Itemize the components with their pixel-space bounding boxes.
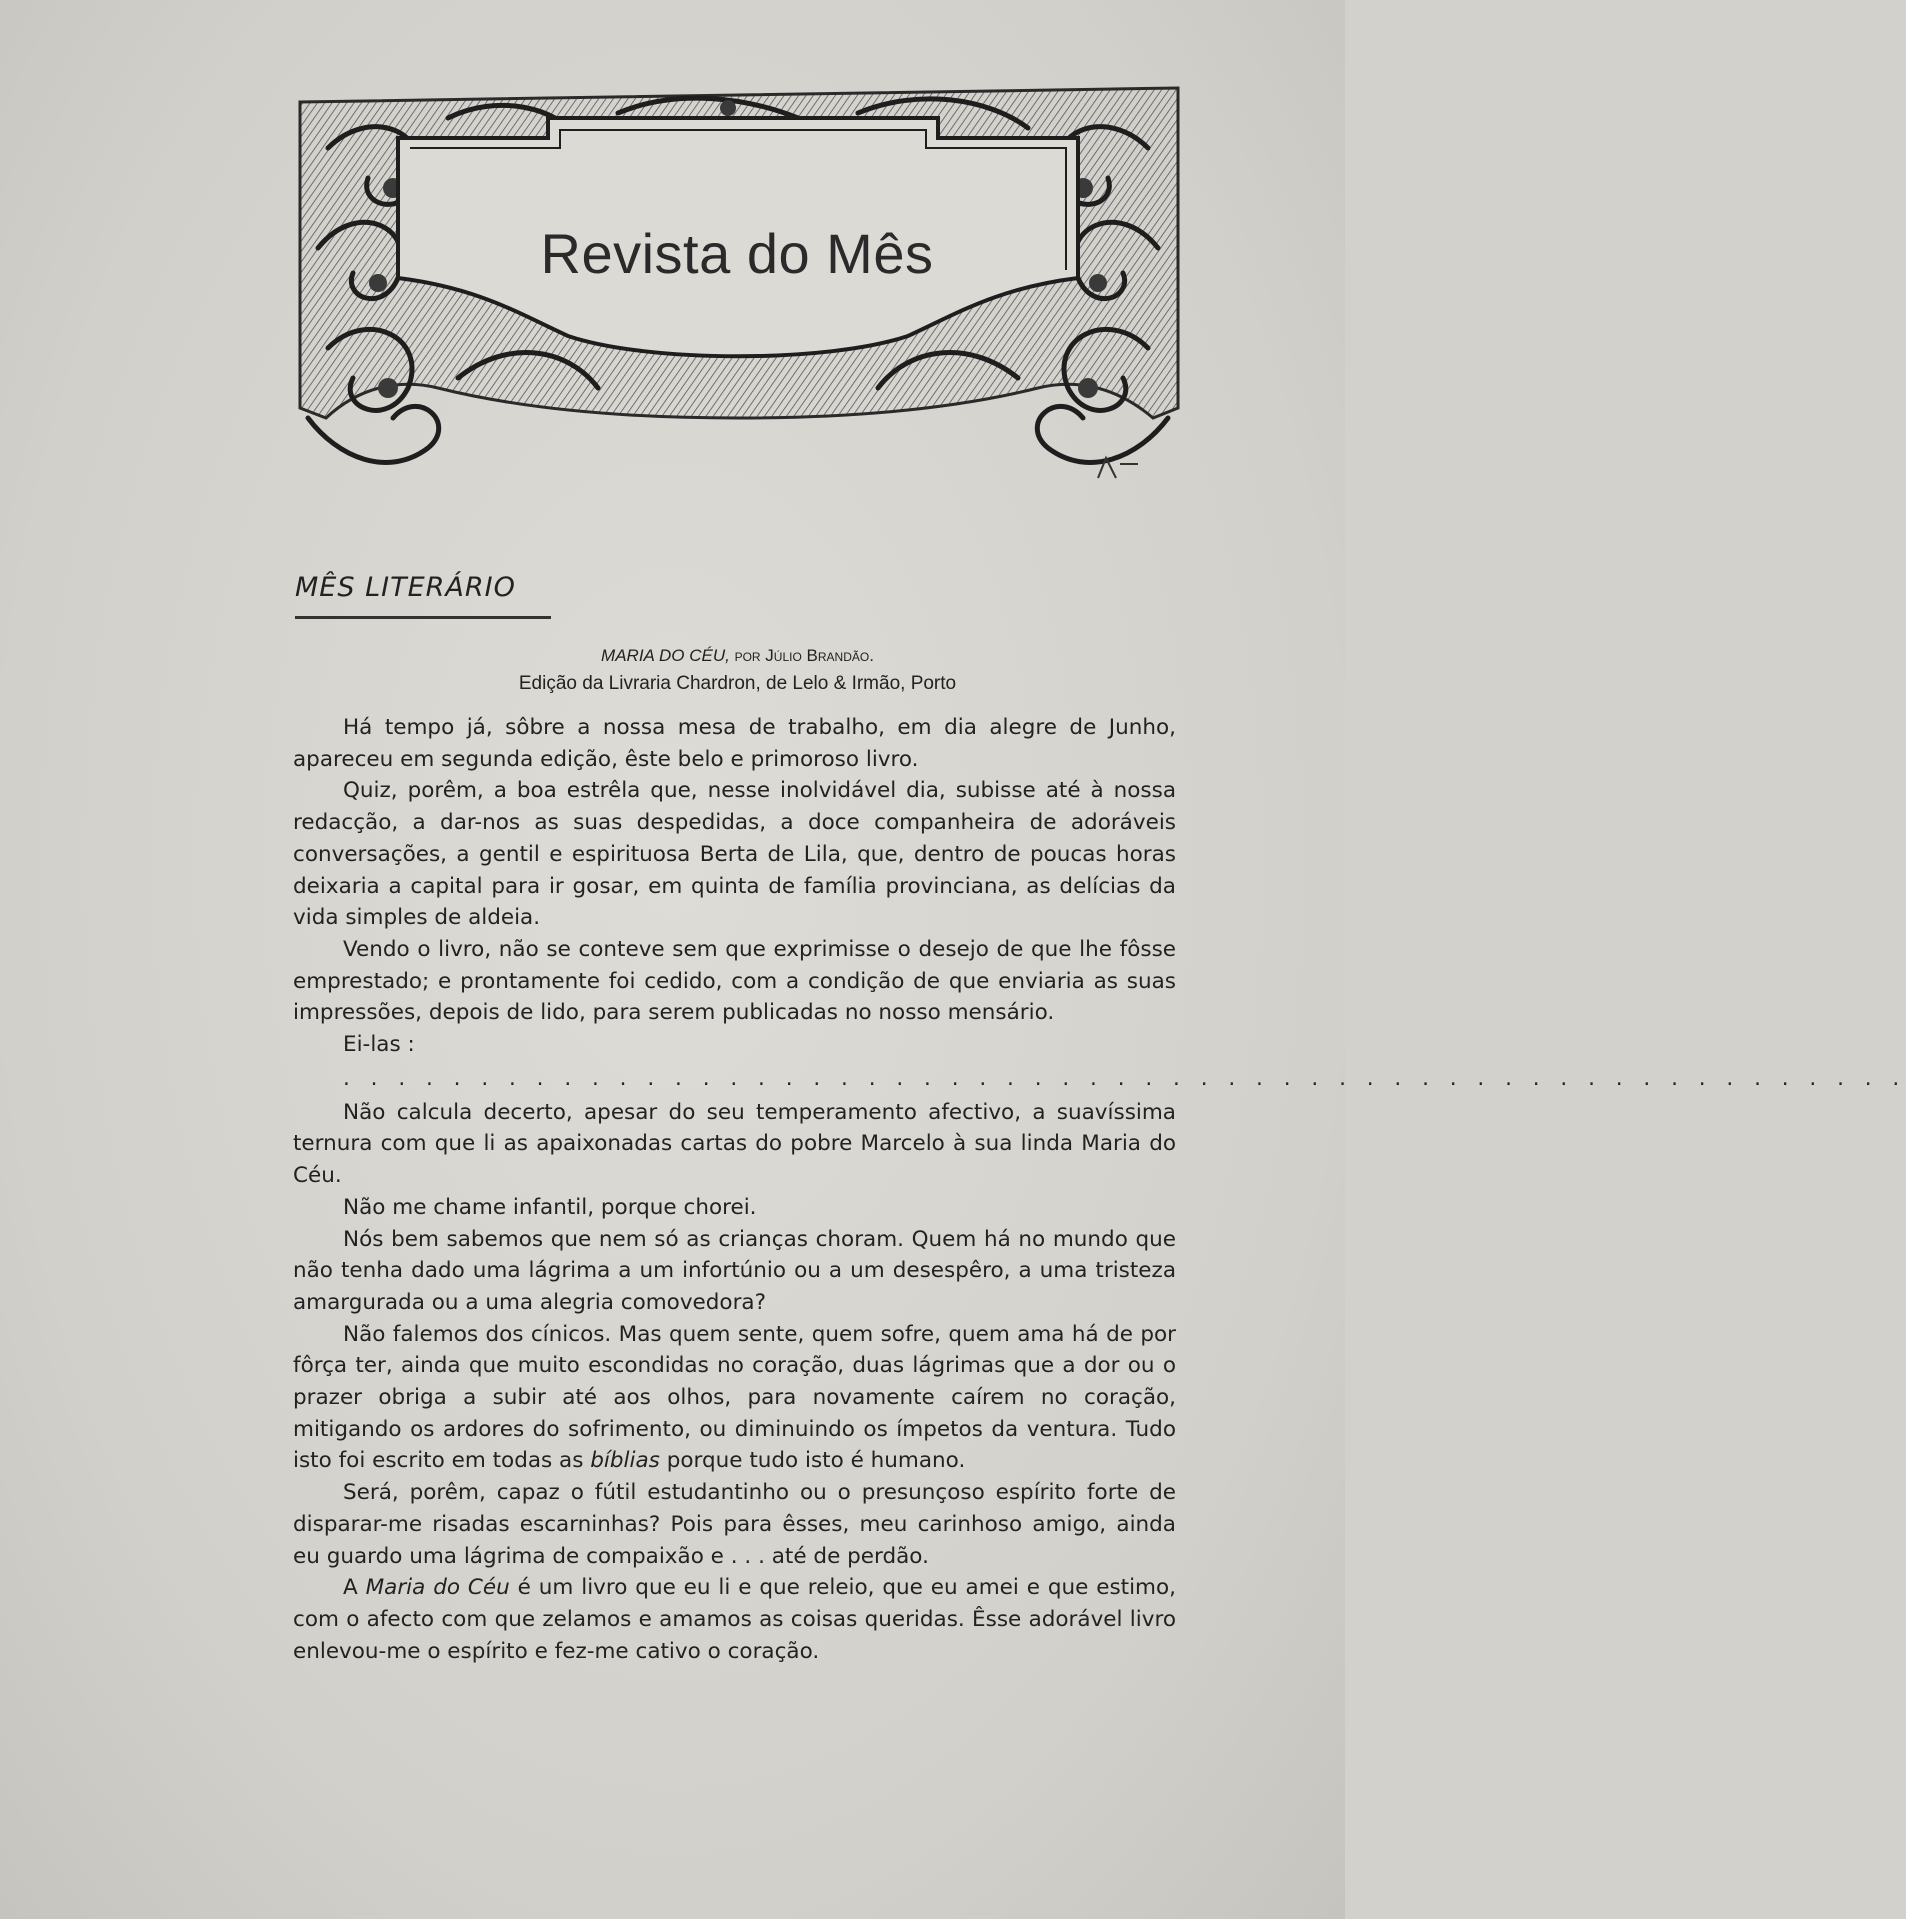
paragraph: Vendo o livro, não se conteve sem que exprimisse o desejo de que lhe fôsse emprestado; e prontamente foi cedido, com a condição de que enviaria as suas impressões, depois de lido, para serem publicadas no nosso mensário. bbox=[293, 936, 1176, 1026]
ellipsis-separator: . . . . . . . . . . . . . . . . . . . . . . . . . . . . . . . . . . . . . . . . . . . . . . . . . . . . . . . . . bbox=[343, 1065, 1906, 1091]
emphasis: bíblias bbox=[590, 1448, 660, 1474]
paragraph: Será, porêm, capaz o fútil estudantinho ou o presunçoso espírito forte de disparar-me risadas escarninhas? Pois para êsses, meu carinhoso amigo, ainda eu guardo uma lágrima de compaixão e . . . até de perdão. bbox=[293, 1480, 1176, 1569]
book-author: por Júlio Brandão. bbox=[734, 646, 874, 665]
book-citation bbox=[295, 646, 1180, 666]
paragraph: Não calcula decerto, apesar do seu temperamento afectivo, a suavíssima ternura com que li as apaixonadas cartas do pobre Marcelo à sua linda Maria do Céu. bbox=[293, 1099, 1176, 1189]
header-title: Revista do Mês bbox=[540, 221, 934, 285]
heading-underline bbox=[295, 616, 551, 619]
paragraph: Ei-las : bbox=[343, 1032, 415, 1058]
section-heading: MÊS LITERÁRIO bbox=[295, 572, 516, 603]
text-run: porque tudo isto é humano. bbox=[666, 1448, 966, 1474]
text-run: Não falemos dos cínicos. Mas quem sente, quem sofre, quem ama há de por fôrça ter, ainda que muito escondidas no coração, duas lágrimas que a dor ou o prazer obriga a subir até aos olhos, para novamente caírem no coração, mitigando os ardores do sofrimento, ou diminuindo os ímpetos da ventura. Tudo isto foi escrito em todas as bbox=[293, 1321, 1176, 1474]
paragraph: Há tempo já, sôbre a nossa mesa de trabalho, em dia alegre de Junho, apareceu em segunda edição, êste belo e primoroso livro. bbox=[293, 715, 1176, 772]
text-run: A bbox=[343, 1575, 358, 1601]
paragraph: Quiz, porêm, a boa estrêla que, nesse inolvidável dia, subisse até à nossa redacção, a dar-nos as suas despedidas, a doce companheira de adoráveis conversações, a gentil e espirituosa Berta de Lila, que, dentro de poucas horas deixaria a capital para ir gosar, em quinta de família provinciana, as delícias da vida simples de aldeia. bbox=[293, 778, 1176, 931]
book-edition: Edição da Livraria Chardron, de Lelo & Irmão, Porto bbox=[518, 673, 957, 694]
text-run: é um livro que eu li e que releio, que eu amei e que estimo, com o afecto com que zelamos e amamos as coisas queridas. Êsse adorável livro enlevou-me o espírito e fez-me cativo o coração. bbox=[293, 1575, 1176, 1664]
paragraph bbox=[293, 1319, 1176, 1478]
paragraph: Não me chame infantil, porque chorei. bbox=[343, 1194, 757, 1220]
paragraph: Nós bem sabemos que nem só as crianças choram. Quem há no mundo que não tenha dado uma lágrima a um infortúnio ou a um desespêro, a uma tristeza amargurada ou a uma alegria comovedora? bbox=[293, 1226, 1176, 1315]
paragraph bbox=[293, 1572, 1176, 1667]
book-title: MARIA DO CÉU, bbox=[601, 646, 730, 665]
article-body bbox=[293, 712, 1906, 1667]
book-title-emphasis: Maria do Céu bbox=[365, 1575, 510, 1601]
